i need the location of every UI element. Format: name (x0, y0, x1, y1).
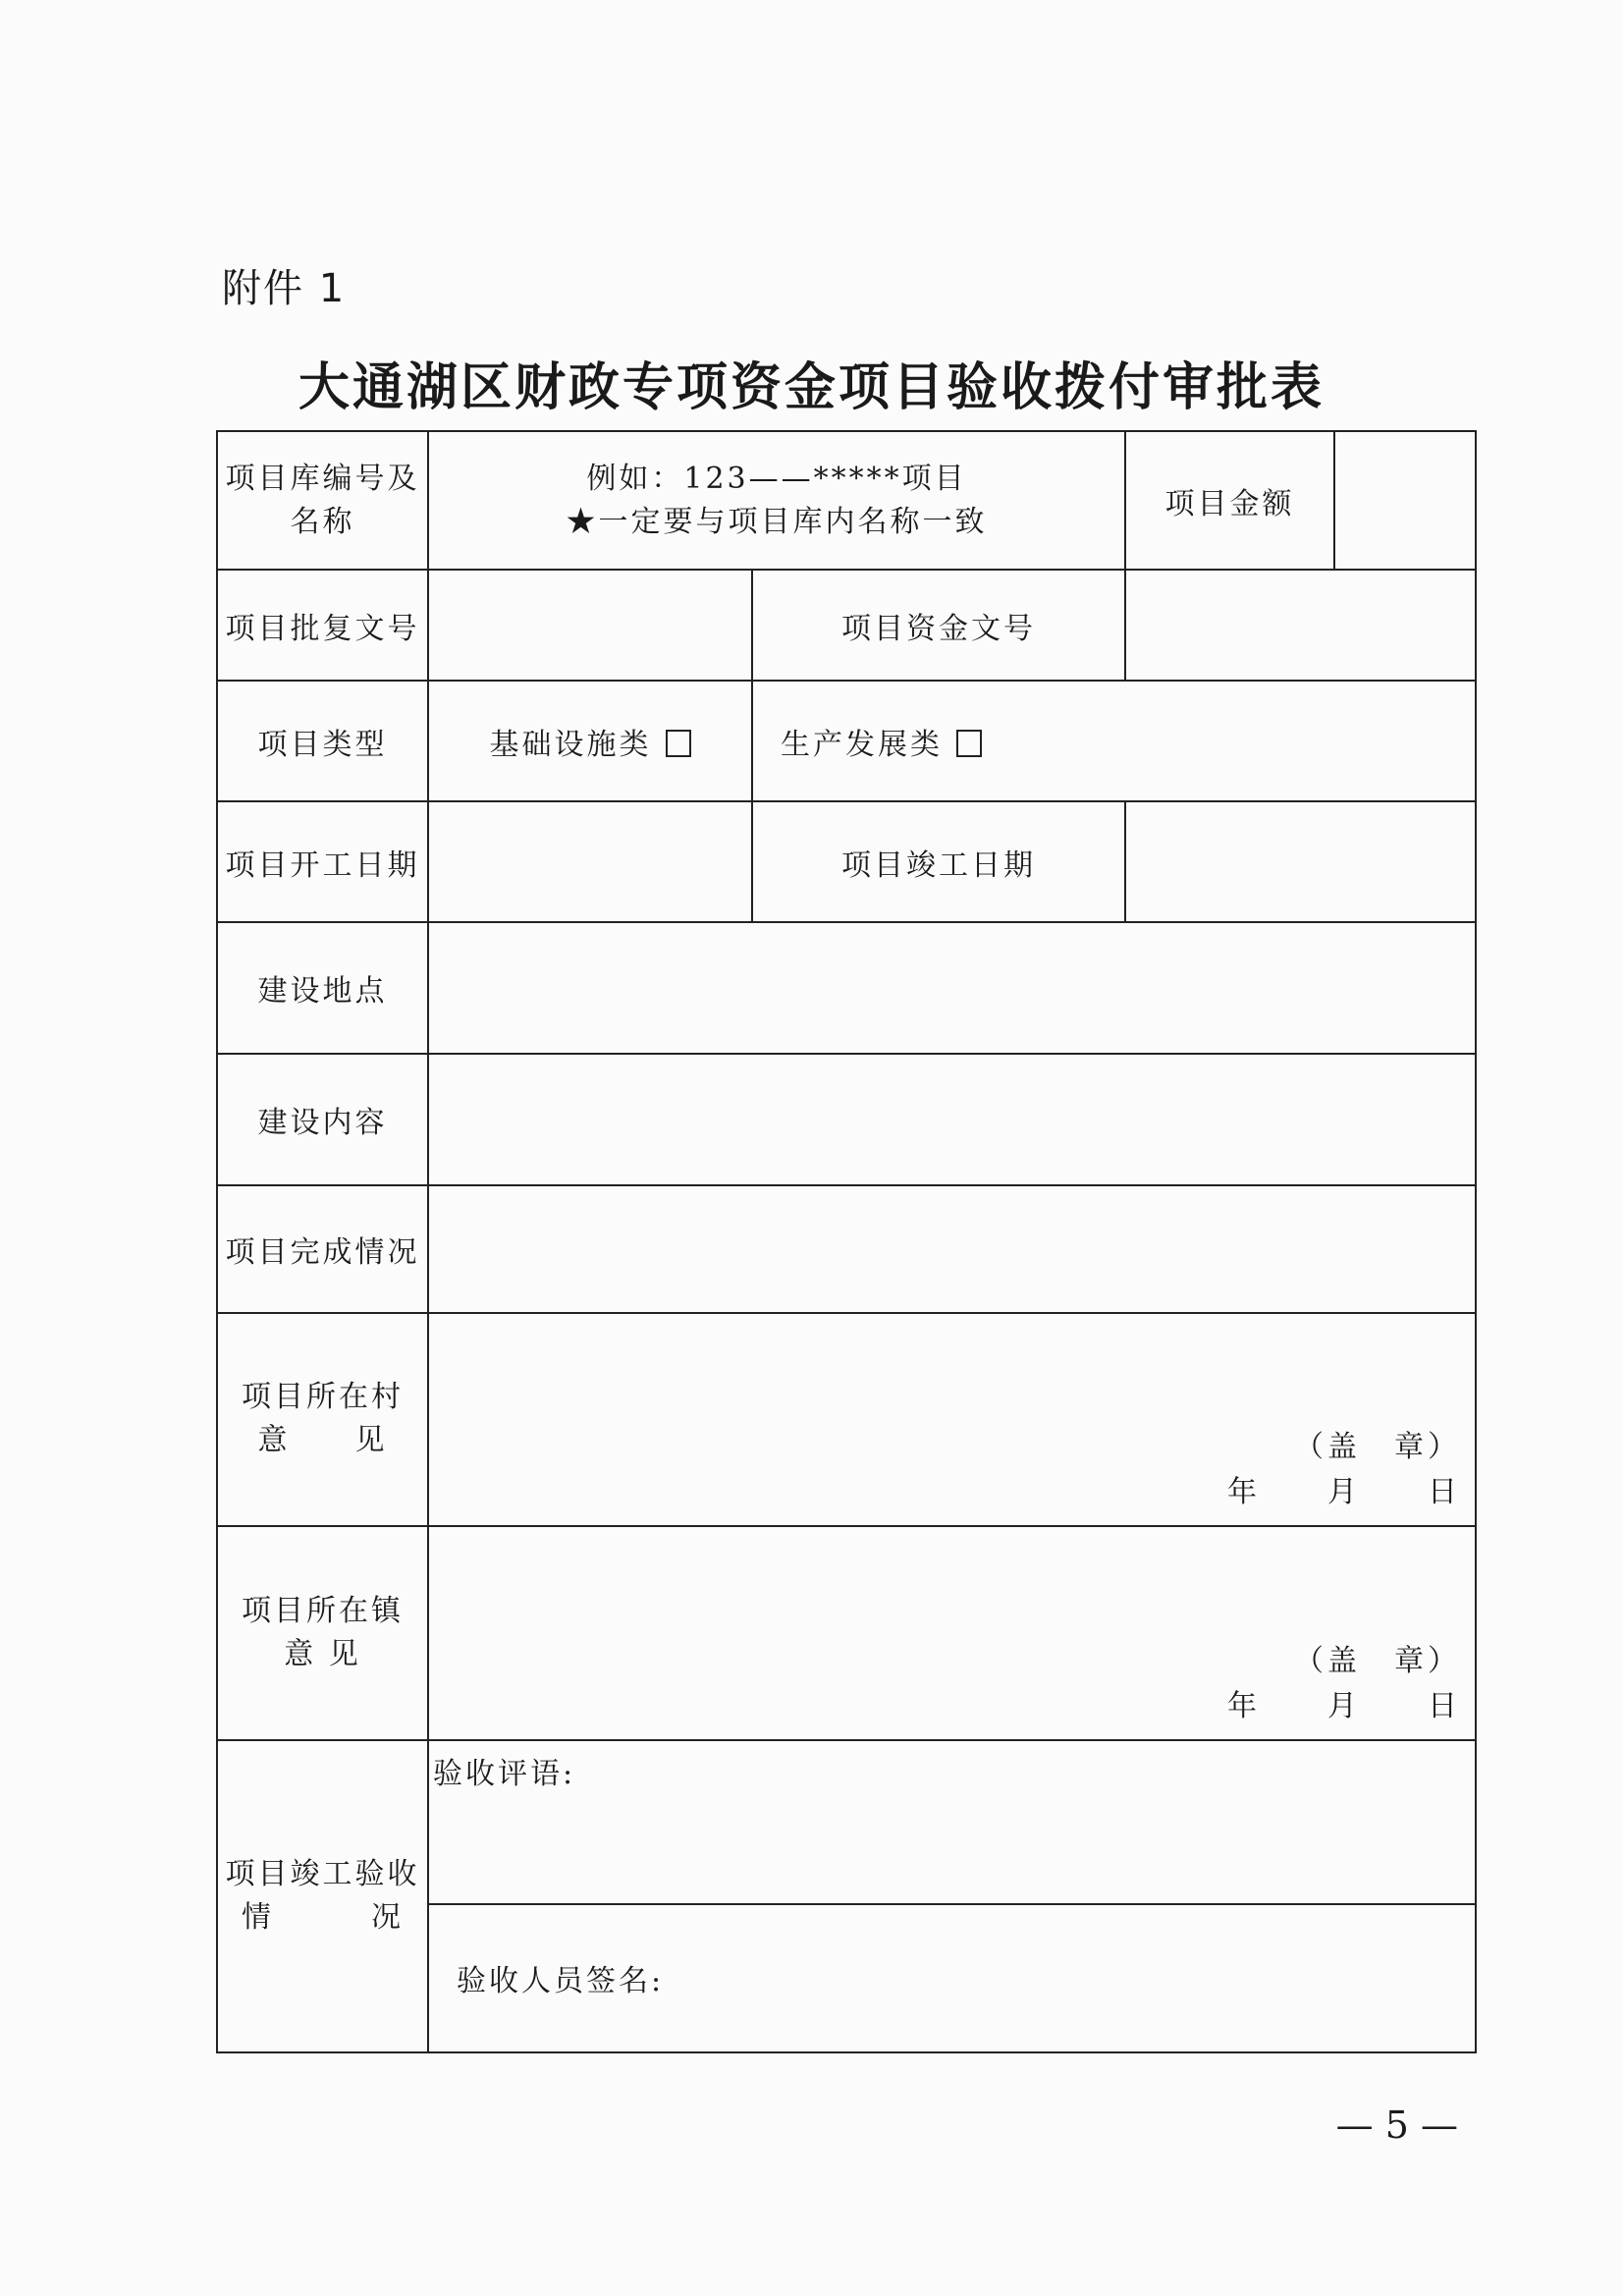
village-date-text: 年 月 日 (1227, 1475, 1461, 1510)
type-option-production[interactable] (752, 681, 1476, 801)
village-seal-block (1227, 1425, 1461, 1515)
amount-field[interactable] (1334, 431, 1476, 570)
town-seal-text: （盖 章） (1294, 1644, 1461, 1679)
acceptance-label-line1: 项目竣工验收 (225, 1857, 420, 1892)
village-seal-text: （盖 章） (1294, 1430, 1461, 1465)
acceptance-signature-field[interactable] (428, 1904, 1476, 2052)
town-opinion-field[interactable] (428, 1526, 1476, 1740)
type-label: 项目类型 (217, 681, 428, 801)
project-no-note: ★一定要与项目库内名称一致 (566, 504, 988, 539)
start-date-field[interactable] (428, 801, 752, 922)
fund-no-label: 项目资金文号 (752, 570, 1125, 681)
site-label: 建设地点 (217, 922, 428, 1054)
acceptance-signature-label: 验收人员签名: (457, 1964, 665, 1999)
town-opinion-label-line1: 项目所在镇 (242, 1594, 404, 1629)
approval-form-table (216, 430, 1477, 2053)
form-title: 大通湖区财政专项资金项目验收拨付审批表 (298, 357, 1325, 417)
village-opinion-field[interactable] (428, 1313, 1476, 1527)
annex-label: 附件 1 (222, 266, 347, 311)
town-date-text: 年 月 日 (1227, 1689, 1461, 1724)
type-option-infrastructure[interactable] (428, 681, 752, 801)
project-no-label (217, 431, 428, 570)
village-opinion-label (217, 1313, 428, 1527)
acceptance-comment-field[interactable] (428, 1740, 1476, 1903)
amount-label: 项目金额 (1125, 431, 1334, 570)
fund-no-field[interactable] (1125, 570, 1476, 681)
approval-no-field[interactable] (428, 570, 752, 681)
type-option-production-label: 生产发展类 (781, 727, 943, 762)
completion-label: 项目完成情况 (217, 1185, 428, 1312)
project-no-label-line2: 名称 (290, 504, 355, 539)
completion-field[interactable] (428, 1185, 1476, 1312)
village-opinion-label-line1: 项目所在村 (242, 1380, 404, 1415)
town-seal-block (1227, 1639, 1461, 1729)
checkbox-icon[interactable] (666, 730, 691, 757)
town-opinion-label (217, 1526, 428, 1740)
approval-no-label: 项目批复文号 (217, 570, 428, 681)
acceptance-label (217, 1740, 428, 2052)
town-opinion-label-line2: 意 见 (284, 1637, 361, 1672)
type-option-infrastructure-label: 基础设施类 (489, 727, 652, 762)
project-no-field[interactable] (428, 431, 1125, 570)
page-number: — 5 — (1335, 2104, 1458, 2147)
end-date-field[interactable] (1125, 801, 1476, 922)
village-opinion-label-line2: 意 见 (257, 1423, 388, 1458)
project-no-example: 例如：123——*****项目 (586, 461, 967, 496)
end-date-label: 项目竣工日期 (752, 801, 1125, 922)
checkbox-icon[interactable] (956, 730, 982, 757)
content-field[interactable] (428, 1054, 1476, 1185)
content-label: 建设内容 (217, 1054, 428, 1185)
acceptance-label-line2: 情 况 (242, 1900, 404, 1936)
site-field[interactable] (428, 922, 1476, 1054)
project-no-label-line1: 项目库编号及 (225, 461, 420, 496)
acceptance-comment-label: 验收评语: (433, 1757, 576, 1792)
start-date-label: 项目开工日期 (217, 801, 428, 922)
